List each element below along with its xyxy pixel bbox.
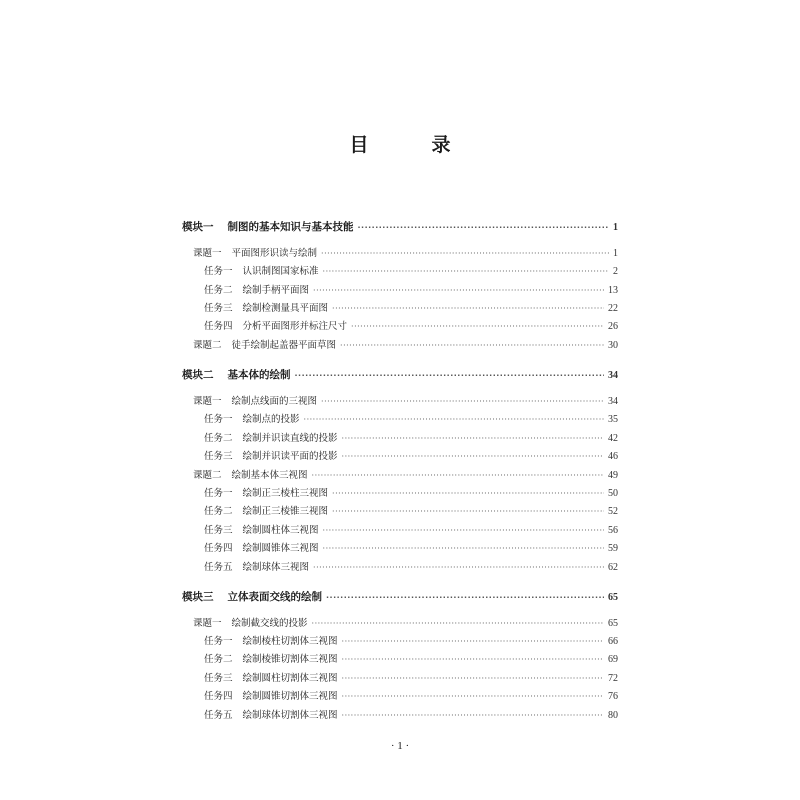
- toc-entry-page: 52: [608, 506, 618, 517]
- toc-entry-title: 认识制图国家标准: [242, 266, 319, 277]
- toc-entry-label: [204, 635, 338, 649]
- toc-entry-number: 任务二: [204, 654, 233, 665]
- toc-entry-page: 2: [613, 266, 618, 277]
- toc-entry-page: 46: [608, 451, 618, 462]
- page-number: · 1 ·: [390, 740, 410, 752]
- toc-task-entry[interactable]: [182, 413, 618, 427]
- toc-task-entry[interactable]: [182, 672, 618, 686]
- toc-entry-label: [182, 368, 291, 382]
- toc-entry-title: 立体表面交线的绘制: [227, 591, 322, 603]
- toc-entry-title: 绘制球体三视图: [242, 562, 310, 573]
- dot-leader: [340, 339, 604, 353]
- toc-entry-title: 绘制手柄平面图: [242, 285, 310, 296]
- toc-entry-number: 任务三: [204, 451, 233, 462]
- toc-entry-number: 任务五: [204, 710, 233, 721]
- toc-module-entry[interactable]: [182, 220, 618, 235]
- dot-leader: [342, 690, 604, 704]
- toc-entry-page: 30: [608, 340, 618, 351]
- toc-task-entry[interactable]: [182, 487, 618, 501]
- toc-entry-number: 任务二: [204, 433, 233, 444]
- toc-entry-number: 任务三: [204, 673, 233, 684]
- toc-entry-title: 绘制圆柱体三视图: [242, 525, 319, 536]
- toc-entry-title: 制图的基本知识与基本技能: [227, 221, 354, 233]
- toc-entry-title: 绘制球体切割体三视图: [242, 710, 338, 721]
- toc-entry-title: 分析平面图形并标注尺寸: [242, 321, 348, 332]
- toc-task-entry[interactable]: [182, 432, 618, 446]
- toc-task-entry[interactable]: [182, 690, 618, 704]
- toc-entry-number: 模块三: [182, 591, 214, 603]
- toc-entry-number: 课题二: [193, 340, 222, 351]
- toc-entry-title: 绘制正三棱柱三视图: [242, 488, 329, 499]
- toc-entry-label: [204, 672, 338, 686]
- toc-task-entry[interactable]: [182, 635, 618, 649]
- toc-entry-title: 绘制截交线的投影: [231, 618, 308, 629]
- toc-entry-number: 任务四: [204, 691, 233, 702]
- toc-task-entry[interactable]: [182, 265, 618, 279]
- dot-leader: [351, 320, 604, 334]
- dot-leader: [312, 617, 604, 631]
- toc-task-entry[interactable]: [182, 709, 618, 723]
- toc-entry-label: [204, 487, 328, 501]
- toc-entry-page: 65: [608, 592, 618, 603]
- toc-entry-label: [204, 505, 328, 519]
- toc-entry-number: 任务五: [204, 562, 233, 573]
- dot-leader: [321, 395, 604, 409]
- toc-entry-title: 绘制点线面的三视图: [231, 396, 318, 407]
- toc-entry-number: 任务二: [204, 285, 233, 296]
- toc-entry-title: 绘制正三棱锥三视图: [242, 506, 329, 517]
- toc-entry-page: 76: [608, 691, 618, 702]
- dot-leader: [342, 450, 604, 464]
- toc-entry-label: [204, 450, 338, 464]
- dot-leader: [312, 469, 604, 483]
- toc-entry-title: 绘制并识读平面的投影: [242, 451, 338, 462]
- toc-entry-label: [204, 302, 328, 316]
- toc-entry-number: 任务一: [204, 414, 233, 425]
- toc-entry-title: 绘制检测量具平面图: [242, 303, 329, 314]
- toc-entry-label: [204, 265, 319, 279]
- toc-entry-title: 绘制棱柱切割体三视图: [242, 636, 338, 647]
- toc-task-entry[interactable]: [182, 320, 618, 334]
- toc-task-entry[interactable]: [182, 302, 618, 316]
- toc-entry-page: 65: [608, 618, 618, 629]
- toc-entry-page: 26: [608, 321, 618, 332]
- toc-entry-page: 1: [613, 222, 618, 233]
- toc-entry-page: 42: [608, 433, 618, 444]
- toc-entry-label: [204, 653, 338, 667]
- toc-entry-page: 49: [608, 470, 618, 481]
- toc-entry-label: [204, 690, 338, 704]
- toc-topic-entry[interactable]: [182, 339, 618, 353]
- toc-entry-label: [182, 220, 354, 234]
- toc-entry-label: [193, 395, 317, 409]
- toc-entry-number: 课题一: [193, 618, 222, 629]
- toc-entry-page: 50: [608, 488, 618, 499]
- dot-leader: [332, 505, 604, 519]
- toc-entry-title: 绘制圆锥切割体三视图: [242, 691, 338, 702]
- toc-entry-page: 35: [608, 414, 618, 425]
- toc-entry-page: 62: [608, 562, 618, 573]
- toc-entry-label: [204, 432, 338, 446]
- toc-entry-label: [204, 320, 347, 334]
- toc-entry-label: [204, 709, 338, 723]
- toc-entry-number: 模块二: [182, 369, 214, 381]
- toc-task-entry[interactable]: [182, 284, 618, 298]
- toc-entry-page: 66: [608, 636, 618, 647]
- toc-entry-page: 69: [608, 654, 618, 665]
- dot-leader: [342, 653, 604, 667]
- toc-entry-label: [182, 590, 322, 604]
- toc-topic-entry[interactable]: [182, 617, 618, 631]
- toc-entry-title: 绘制棱锥切割体三视图: [242, 654, 338, 665]
- toc-module-entry[interactable]: [182, 590, 618, 605]
- dot-leader: [321, 247, 609, 261]
- toc-entry-number: 任务三: [204, 525, 233, 536]
- toc-entry-label: [204, 561, 309, 575]
- toc-entry-page: 34: [608, 396, 618, 407]
- toc-entry-page: 80: [608, 710, 618, 721]
- toc-entry-number: 模块一: [182, 221, 214, 233]
- dot-leader: [332, 302, 604, 316]
- toc-task-entry[interactable]: [182, 542, 618, 556]
- toc-entry-title: 绘制点的投影: [242, 414, 300, 425]
- toc-entry-page: 1: [613, 248, 618, 259]
- toc-entry-title: 绘制圆锥体三视图: [242, 543, 319, 554]
- toc-entry-number: 任务三: [204, 303, 233, 314]
- toc-entry-page: 72: [608, 673, 618, 684]
- dot-leader: [326, 591, 604, 605]
- dot-leader: [323, 524, 604, 538]
- toc-entry-label: [193, 617, 308, 631]
- toc-entry-label: [193, 339, 336, 353]
- toc-entry-number: 任务一: [204, 266, 233, 277]
- dot-leader: [342, 672, 604, 686]
- toc-task-entry[interactable]: [182, 450, 618, 464]
- toc-entry-label: [193, 247, 317, 261]
- toc-entry-title: 基本体的绘制: [227, 369, 291, 381]
- toc-entry-page: 34: [608, 370, 618, 381]
- toc-entry-page: 59: [608, 543, 618, 554]
- toc-task-entry[interactable]: [182, 561, 618, 575]
- toc-entry-number: 任务四: [204, 321, 233, 332]
- dot-leader: [323, 265, 609, 279]
- toc-entry-title: 徒手绘制起盖器平面草图: [231, 340, 337, 351]
- toc-entry-label: [204, 524, 319, 538]
- dot-leader: [358, 221, 610, 235]
- toc-entry-page: 56: [608, 525, 618, 536]
- dot-leader: [323, 542, 604, 556]
- page-title: 目 录: [349, 134, 473, 156]
- toc-entry-number: 课题一: [193, 396, 222, 407]
- toc-topic-entry[interactable]: [182, 469, 618, 483]
- dot-leader: [342, 432, 604, 446]
- toc-entry-title: 绘制基本体三视图: [231, 470, 308, 481]
- toc-entry-number: 任务二: [204, 506, 233, 517]
- dot-leader: [342, 709, 604, 723]
- toc-task-entry[interactable]: [182, 524, 618, 538]
- toc-entry-title: 绘制圆柱切割体三视图: [242, 673, 338, 684]
- toc-task-entry[interactable]: [182, 653, 618, 667]
- toc-entry-label: [204, 413, 300, 427]
- toc-task-entry[interactable]: [182, 505, 618, 519]
- toc-entry-title: 平面图形识读与绘制: [231, 248, 318, 259]
- toc-topic-entry[interactable]: [182, 247, 618, 261]
- dot-leader: [313, 561, 604, 575]
- toc-entry-number: 课题二: [193, 470, 222, 481]
- toc-entry-number: 课题一: [193, 248, 222, 259]
- toc-topic-entry[interactable]: [182, 395, 618, 409]
- dot-leader: [304, 413, 604, 427]
- toc-entry-label: [204, 284, 309, 298]
- toc-entry-number: 任务一: [204, 636, 233, 647]
- dot-leader: [342, 635, 604, 649]
- dot-leader: [295, 369, 605, 383]
- dot-leader: [332, 487, 604, 501]
- toc-entry-number: 任务四: [204, 543, 233, 554]
- toc-module-entry[interactable]: [182, 368, 618, 383]
- toc-entry-label: [193, 469, 308, 483]
- toc-entry-label: [204, 542, 319, 556]
- toc-entry-number: 任务一: [204, 488, 233, 499]
- toc-entry-title: 绘制并识读直线的投影: [242, 433, 338, 444]
- dot-leader: [313, 284, 604, 298]
- toc-entry-page: 22: [608, 303, 618, 314]
- toc-entry-page: 13: [608, 285, 618, 296]
